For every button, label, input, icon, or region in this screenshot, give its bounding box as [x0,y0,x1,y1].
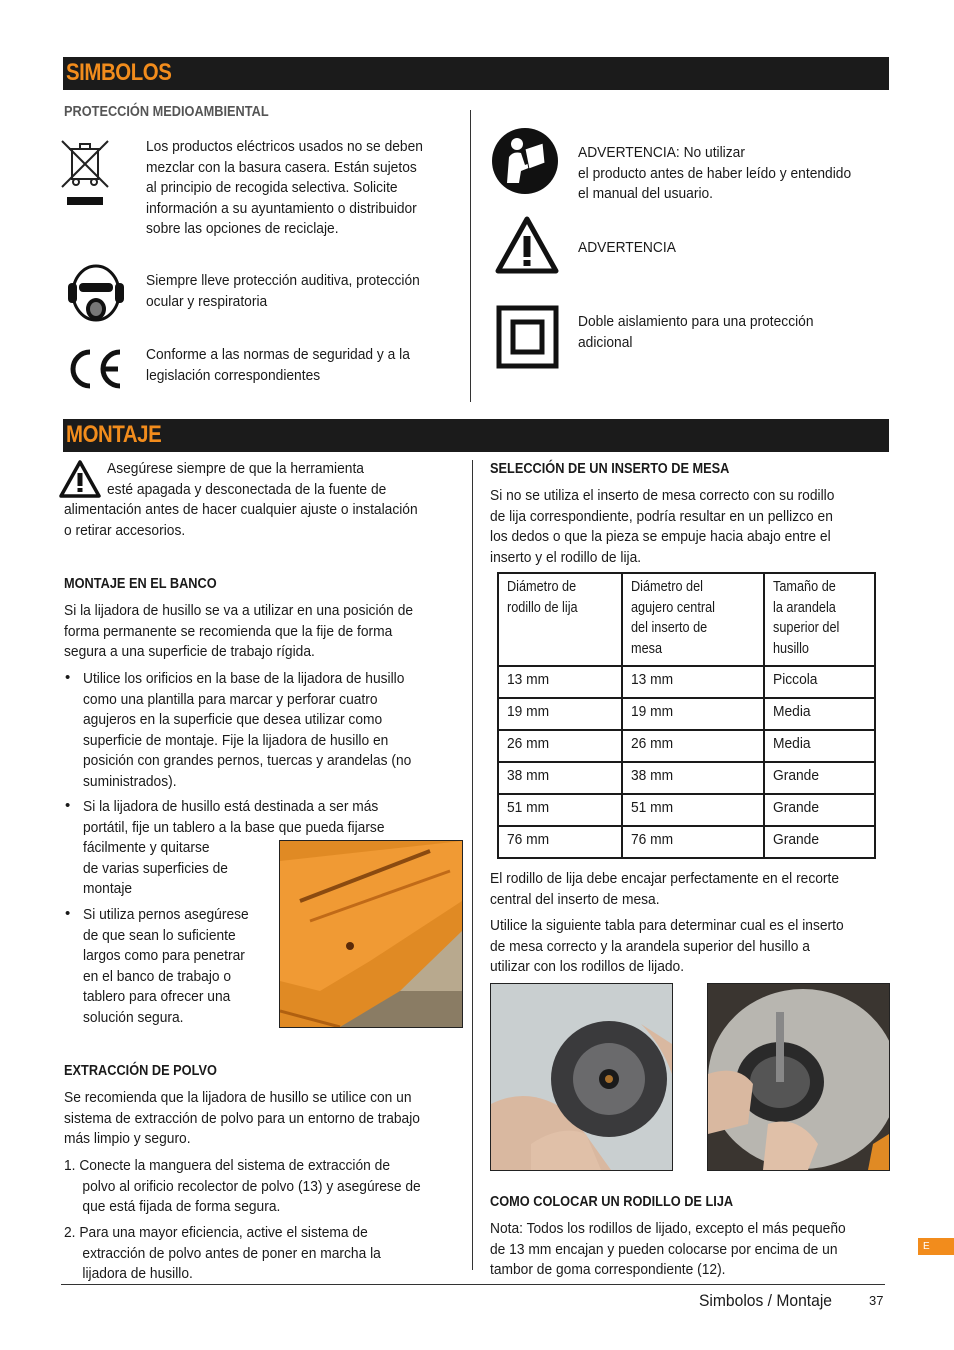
dust-heading: EXTRACCIÓN DE POLVO [64,1063,217,1079]
table-row: 13 mm 13 mm Piccola [498,666,875,698]
ppe-text: Siempre lleve protección auditiva, protección ocular y respiratoria [146,272,420,310]
table-header-cell: Diámetro de rodillo de lija [498,573,622,666]
table-header-cell: Tamaño de la arandela superior del husillo [764,573,875,666]
ce-mark-icon [64,346,126,392]
ce-text: Conforme a las normas de seguridad y a la legislación correspondientes [146,346,410,384]
montaje-header [63,419,889,452]
weee-bin-icon [58,137,112,209]
warning-small-icon [59,460,101,498]
simbolos-title: SIMBOLOS [66,59,172,86]
protection-gear-icon [67,263,125,327]
dust-step-2: 2. Para una mayor eficiencia, active el sistema de extracción de polvo antes de poner en marcha la lijadora de husillo. [64,1224,381,1282]
roller-heading: COMO COLOCAR UN RODILLO DE LIJA [490,1194,734,1210]
insert-text: Si no se utiliza el inserto de mesa correcto con su rodillo de lija correspondiente, podría resultar en un pellizco en los dedos o que la pieza se empuje hacia abajo entre el inserto y el rodillo de lija. [490,487,835,566]
warning-intro-line2: esté apagada y desconectada de la fuente de [107,480,387,498]
sander-base-photo [279,840,463,1028]
bench-bullet-1: Utilice los orificios en la base de la lijadora de husillo como una plantilla para marcar y perforar cuatro agujeros en la superficie que desea utilizar como superficie de montaje. Fije la lijadora de husillo en posición con grandes pernos, tuercas y arandelas (no suministrados). [83,670,412,790]
warning-intro-line4: o retirar accesorios. [64,521,186,539]
env-text: Los productos eléctricos usados no se deben mezclar con la basura casera. Están sujetos al principio de recogida selectiva. Solicite información a su ayuntamiento o distribuidor sobre las opciones de reciclaje. [146,138,423,237]
bench-bullet-3: Si utiliza pernos asegúrese de que sean lo suficiente largos como para penetrar en el banco de trabajo o tablero para ofrecer una solución segura. [83,906,249,1026]
language-tab: E [918,1238,954,1255]
warning-text: ADVERTENCIA [578,239,676,256]
bullet-dot: • [65,797,71,814]
insert-heading: SELECCIÓN DE UN INSERTO DE MESA [490,461,730,477]
column-divider [470,110,471,402]
table-row: 38 mm 38 mm Grande [498,762,875,794]
roller-text: Nota: Todos los rodillos de lijado, excepto el más pequeño de 13 mm encajan y pueden colocarse por encima de un tambor de goma correspondiente (12). [490,1220,846,1278]
bullet-dot: • [65,905,71,922]
warning-intro-line1: Asegúrese siempre de que la herramienta [107,460,364,477]
manual-text: ADVERTENCIA: No utilizar el producto antes de haber leído y entendido el manual del usuario. [578,144,852,202]
disc-mounted-photo [707,983,890,1171]
montaje-title: MONTAJE [66,421,162,448]
column-divider [472,460,473,1270]
bench-heading: MONTAJE EN EL BANCO [64,576,217,592]
use-table-text: Utilice la siguiente tabla para determinar cual es el inserto de mesa correcto y la arandela superior del husillo a utilizar con los rodillos de lijado. [490,917,844,975]
warning-intro-line3: alimentación antes de hacer cualquier ajuste o instalación [64,501,418,518]
double-insulation-text: Doble aislamiento para una protección adicional [578,313,814,351]
insert-size-table [497,572,876,859]
table-row: 76 mm 76 mm Grande [498,826,875,858]
table-row: 19 mm 19 mm Media [498,698,875,730]
bench-text: Si la lijadora de husillo se va a utilizar en una posición de forma permanente se recomienda que la fije de forma segura a una superficie de trabajo rígida. [64,602,414,660]
dust-step-1: 1. Conecte la manguera del sistema de extracción de polvo al orificio recolector de polvo (13) y asegúrese de que está fijada de forma segura. [64,1157,421,1215]
footer-rule [61,1284,885,1285]
dust-text: Se recomienda que la lijadora de husillo se utilice con un sistema de extracción de polvo para un entorno de trabajo más limpio y seguro. [64,1089,420,1147]
env-heading: PROTECCIÓN MEDIOAMBIENTAL [64,104,269,120]
sanding-disc-photo [490,983,673,1171]
table-header-cell: Diámetro del agujero central del inserto de mesa [622,573,764,666]
bullet-dot: • [65,669,71,686]
read-manual-icon [491,125,559,197]
bench-bullet-2: Si la lijadora de husillo está destinada a ser más portátil, fije un tablero a la base que pueda fijarse fácilmente y quitarse de varias superficies de montaje [83,798,385,897]
fit-text: El rodillo de lija debe encajar perfectamente en el recorte central del inserto de mesa. [490,870,840,908]
simbolos-header [63,57,889,90]
table-header-row [498,573,875,666]
warning-triangle-icon [495,216,559,274]
double-insulation-icon [496,305,559,369]
table-row: 51 mm 51 mm Grande [498,794,875,826]
table-row: 26 mm 26 mm Media [498,730,875,762]
page-number: 37 [869,1293,884,1308]
footer-section: Simbolos / Montaje [699,1291,833,1310]
